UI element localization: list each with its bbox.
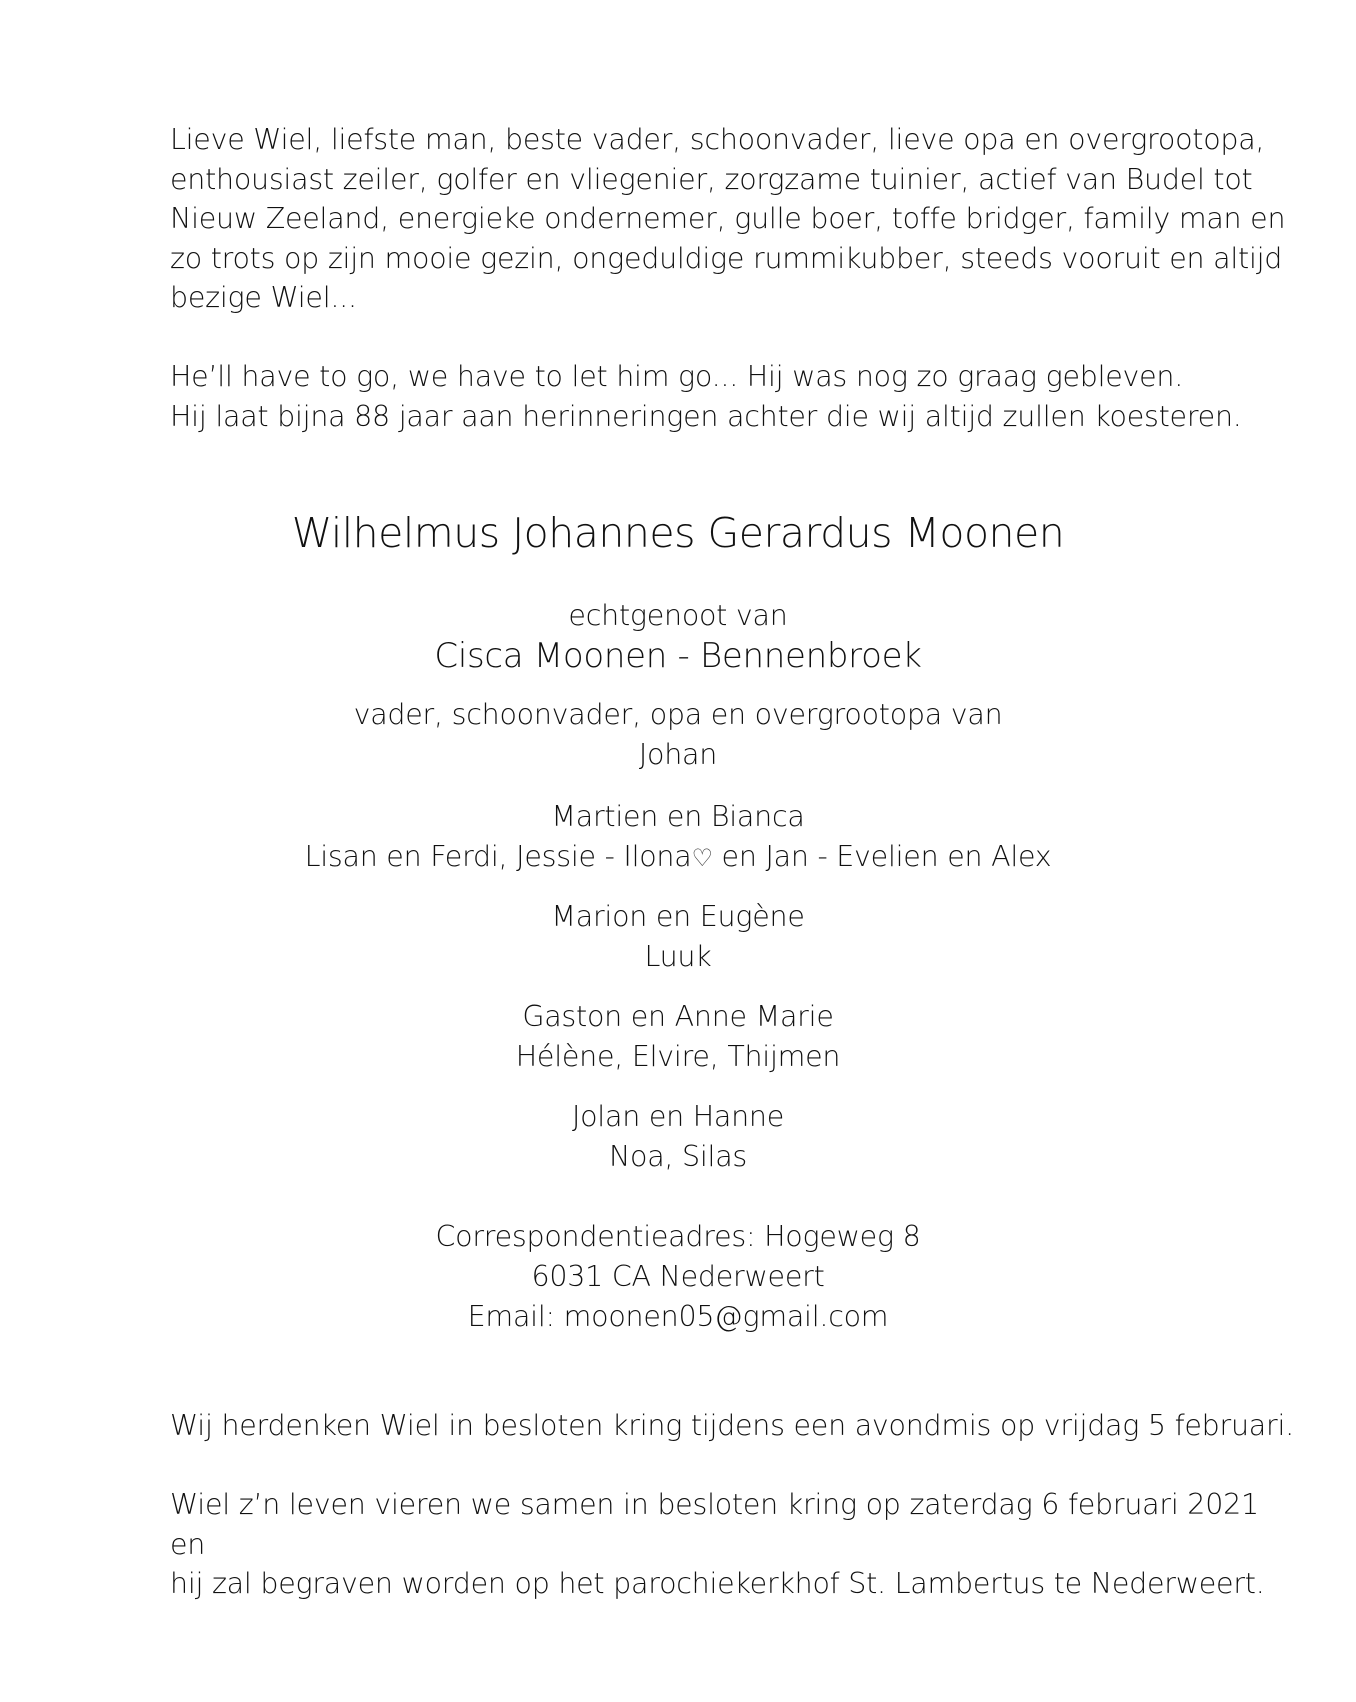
grandchildren-text: Lisan en Ferdi, Jessie - Ilona	[304, 840, 692, 873]
family-grandchildren	[0, 837, 1356, 878]
family-parents: Jolan en Hanne	[571, 1100, 785, 1133]
family-group	[0, 797, 1356, 878]
family-grandchildren: Luuk	[644, 940, 712, 973]
children-intro	[0, 695, 1356, 775]
family-group	[0, 897, 1356, 977]
deceased-name: Wilhelmus Johannes Gerardus Moonen	[291, 509, 1065, 557]
email-line: Email: moonen05@gmail.com	[467, 1300, 889, 1333]
intro-text	[170, 120, 1300, 436]
service-info	[170, 1406, 1300, 1604]
spouse-name: Cisca Moonen - Bennenbroek	[434, 636, 922, 676]
child-name: Johan	[638, 738, 718, 771]
correspondence-address	[0, 1217, 1356, 1337]
spouse-label: echtgenoot van	[568, 599, 788, 632]
spouse-section	[0, 596, 1356, 678]
family-parents: Gaston en Anne Marie	[522, 1000, 834, 1033]
family-grandchildren: Hélène, Elvire, Thijmen	[515, 1040, 841, 1073]
family-group	[0, 997, 1356, 1077]
heart-icon: ♡	[691, 844, 713, 872]
grandchildren-text: en Jan - Evelien en Alex	[721, 840, 1052, 873]
family-parents: Martien en Bianca	[551, 800, 805, 833]
family-group	[0, 1097, 1356, 1177]
address-line: Correspondentieadres: Hogeweg 8	[435, 1220, 921, 1253]
service-paragraph: Wij herdenken Wiel in besloten kring tijdens een avondmis op vrijdag 5 februari.	[170, 1409, 1294, 1442]
address-line: 6031 CA Nederweert	[531, 1260, 825, 1293]
children-label: vader, schoonvader, opa en overgrootopa van	[353, 698, 1003, 731]
family-parents: Marion en Eugène	[551, 900, 805, 933]
intro-line: Hij laat bijna 88 jaar aan herinneringen achter die wij altijd zullen koesteren.	[170, 399, 1242, 433]
intro-line: He’ll have to go, we have to let him go... Hij was nog zo graag gebleven.	[170, 360, 1184, 393]
service-line: hij zal begraven worden op het parochiekerkhof St. Lambertus te Nederweert.	[170, 1567, 1265, 1600]
family-grandchildren: Noa, Silas	[608, 1140, 748, 1173]
intro-paragraph: Lieve Wiel, liefste man, beste vader, schoonvader, lieve opa en overgrootopa, enthousiast zeiler, golfer en vliegenier, zorgzame tuinier, actief van Budel tot Nieuw Zeeland, energieke ondernemer, gulle boer, toffe bridger, family man en zo trots op zijn mooie gezin, ongeduldige rummikubber, steeds vooruit en altijd bezige Wiel...	[170, 123, 1286, 314]
service-line: Wiel z’n leven vieren we samen in besloten kring op zaterdag 6 februari 2021 en	[170, 1488, 1259, 1561]
